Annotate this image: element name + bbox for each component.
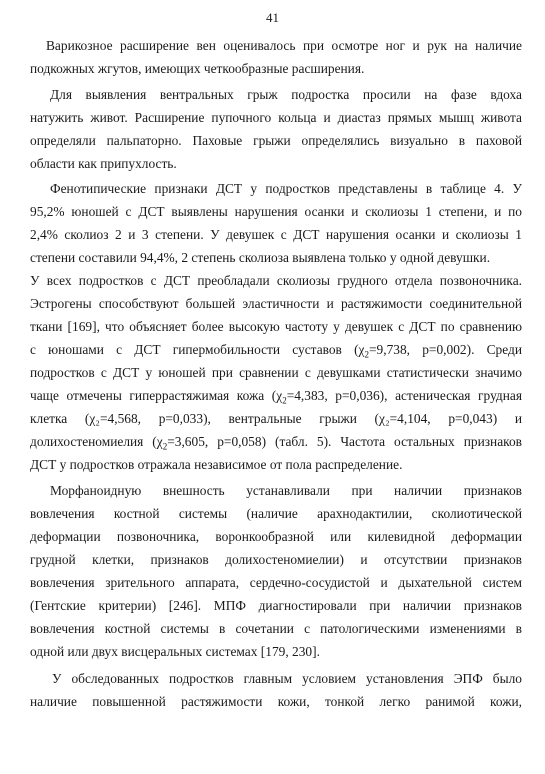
page-number: 41 [266,10,279,25]
text-line: области как припухлость. [30,156,177,171]
text-line: 2,4% сколиоз 2 и 3 степени. У девушек с ДСТ нарушения осанки и сколиозы 1 [30,227,522,242]
text-line: деформации позвоночника, воронкообразной или килевидной деформации [30,529,522,544]
text-line: натужить живот. Расширение пупочного кольца и диастаз прямых мышц живота [30,110,522,125]
paragraph [30,667,522,713]
text-line: ДСТ у подростков отражала независимое от пола распределение. [30,457,403,472]
text-line: клетка (χ₂=4,568, p=0,033), вентральные грыжи (χ₂=4,104, p=0,043) и [30,411,522,426]
text-line: грудной клетки, признаков долихостеномиелии) и отсутствии признаков [30,552,522,567]
text-line: Эстрогены способствуют большей эластичности и растяжимости соединительной [30,296,522,311]
text-line: Для выявления вентральных грыж подростка просили на фазе вдоха [50,87,522,102]
text-line: подкожных жгутов, имеющих четкообразные расширения. [30,61,365,76]
text-line: (Гентские критерии) [246]. МПФ диагностировали при наличии признаков [30,598,522,613]
text-line: Варикозное расширение вен оценивалось при осмотре ног и рук на наличие [46,38,522,53]
text-line: У обследованных подростков главным условием установления ЭПФ было [52,671,522,686]
text-line: Фенотипические признаки ДСТ у подростков представлены в таблице 4. У [50,181,522,196]
text-line: подростков с ДСТ у юношей при сравнении с девушками статистически значимо [30,365,522,380]
text-line: чаще отмечены гиперрастяжимая кожа ($\chi_2=4,383$, p=0,036), астеническая грудная [30,388,523,406]
text-line: долихостеномиелия ($\chi_2=3,605$, p=0,058) (табл. 5). Частота остальных признаков [30,434,522,452]
paragraph [30,83,522,175]
text-line: наличие повышенной растяжимости кожи, тонкой легко ранимой кожи, [30,694,522,709]
text-line: одной или двух висцеральных системах [179, 230]. [30,644,320,659]
paragraph [30,479,522,663]
text-line: с юношами с ДСТ гипермобильности суставов ($\chi_2=9,738$, p=0,002). Среди [30,342,522,360]
text-line: У всех подростков с ДСТ преобладали сколиозы грудного отдела позвоночника. [30,273,522,288]
text-line: степени составили 94,4%, 2 степень сколиоза выявлена только у одной девушки. [30,250,491,265]
text-line: определяли пальпаторно. Паховые грыжи определялись визуально в паховой [30,133,522,148]
text-line: Морфаноидную внешность устанавливали при наличии признаков [50,483,522,498]
text-line: вовлечения костной системы (наличие арахнодактилии, сколиотической [30,506,522,521]
paragraph [30,34,522,80]
paragraph [30,177,522,476]
text-line: 95,2% юношей с ДСТ выявлены нарушения осанки и сколиозы 1 степени, и по [30,204,522,219]
text-line: ткани [169], что объясняет более высокую частоту у девушек с ДСТ по сравнению [30,319,522,334]
text-line: вовлечения костной системы в сочетании с патологическими изменениями в [30,621,522,636]
body-text [30,34,522,713]
text-line: вовлечения зрительного аппарата, сердечно-сосудистой и дыхательной систем [30,575,522,590]
